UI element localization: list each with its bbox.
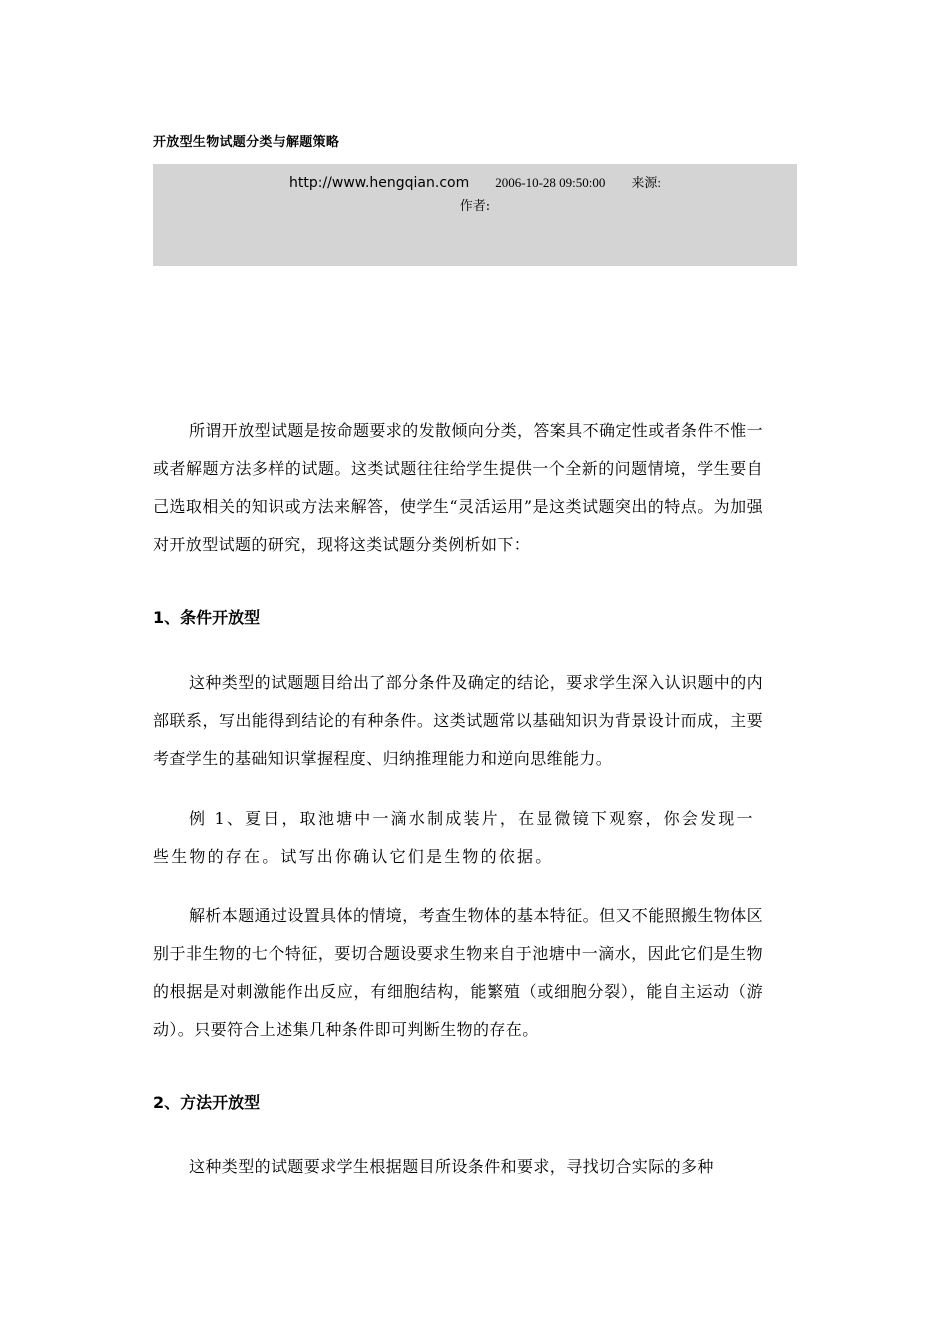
article-meta-box (153, 164, 797, 266)
source-url: http://www.hengqian.com (289, 175, 470, 191)
author-label: 作者: (459, 199, 491, 214)
example-1-analysis: 解析本题通过设置具体的情境，考查生物体的基本特征。但又不能照搬生物体区别于非生物的七个特征，要切合题设要求生物来自于池塘中一滴水，因此它们是生物的根据是对刺激能作出反应，有细胞结构，能繁殖（或细胞分裂），能自主运动（游动）。只要符合上述集几种条件即可判断生物的存在。 (153, 906, 764, 1039)
document-title: 开放型生物试题分类与解题策略 (153, 135, 340, 150)
source-label: 来源: (631, 175, 661, 190)
publish-date: 2006-10-28 09:50:00 (495, 175, 606, 190)
article-body (153, 412, 763, 1186)
intro-paragraph: 所谓开放型试题是按命题要求的发散倾向分类，答案具不确定性或者条件不惟一或者解题方法多样的试题。这类试题往往给学生提供一个全新的问题情境，学生要自己选取相关的知识或方法来解答，使学生“灵活运用”是这类试题突出的特点。为加强对开放型试题的研究，现将这类试题分类例析如下： (153, 421, 764, 554)
section2-description: 这种类型的试题要求学生根据题目所设条件和要求，寻找切合实际的多种 (189, 1157, 714, 1176)
meta-line (153, 172, 797, 191)
section1-description: 这种类型的试题题目给出了部分条件及确定的结论，要求学生深入认识题中的内部联系，写出能得到结论的有种条件。这类试题常以基础知识为背景设计而成，主要考查学生的基础知识掌握程度、归纳推理能力和逆向思维能力。 (153, 673, 764, 768)
section-heading-condition-open: 1、条件开放型 (153, 608, 261, 627)
example-1: 例 1、夏日，取池塘中一滴水制成装片，在显微镜下观察，你会发现一些生物的存在。试写出你确认它们是生物的依据。 (153, 809, 755, 866)
section-heading-method-open: 2、方法开放型 (153, 1093, 261, 1112)
